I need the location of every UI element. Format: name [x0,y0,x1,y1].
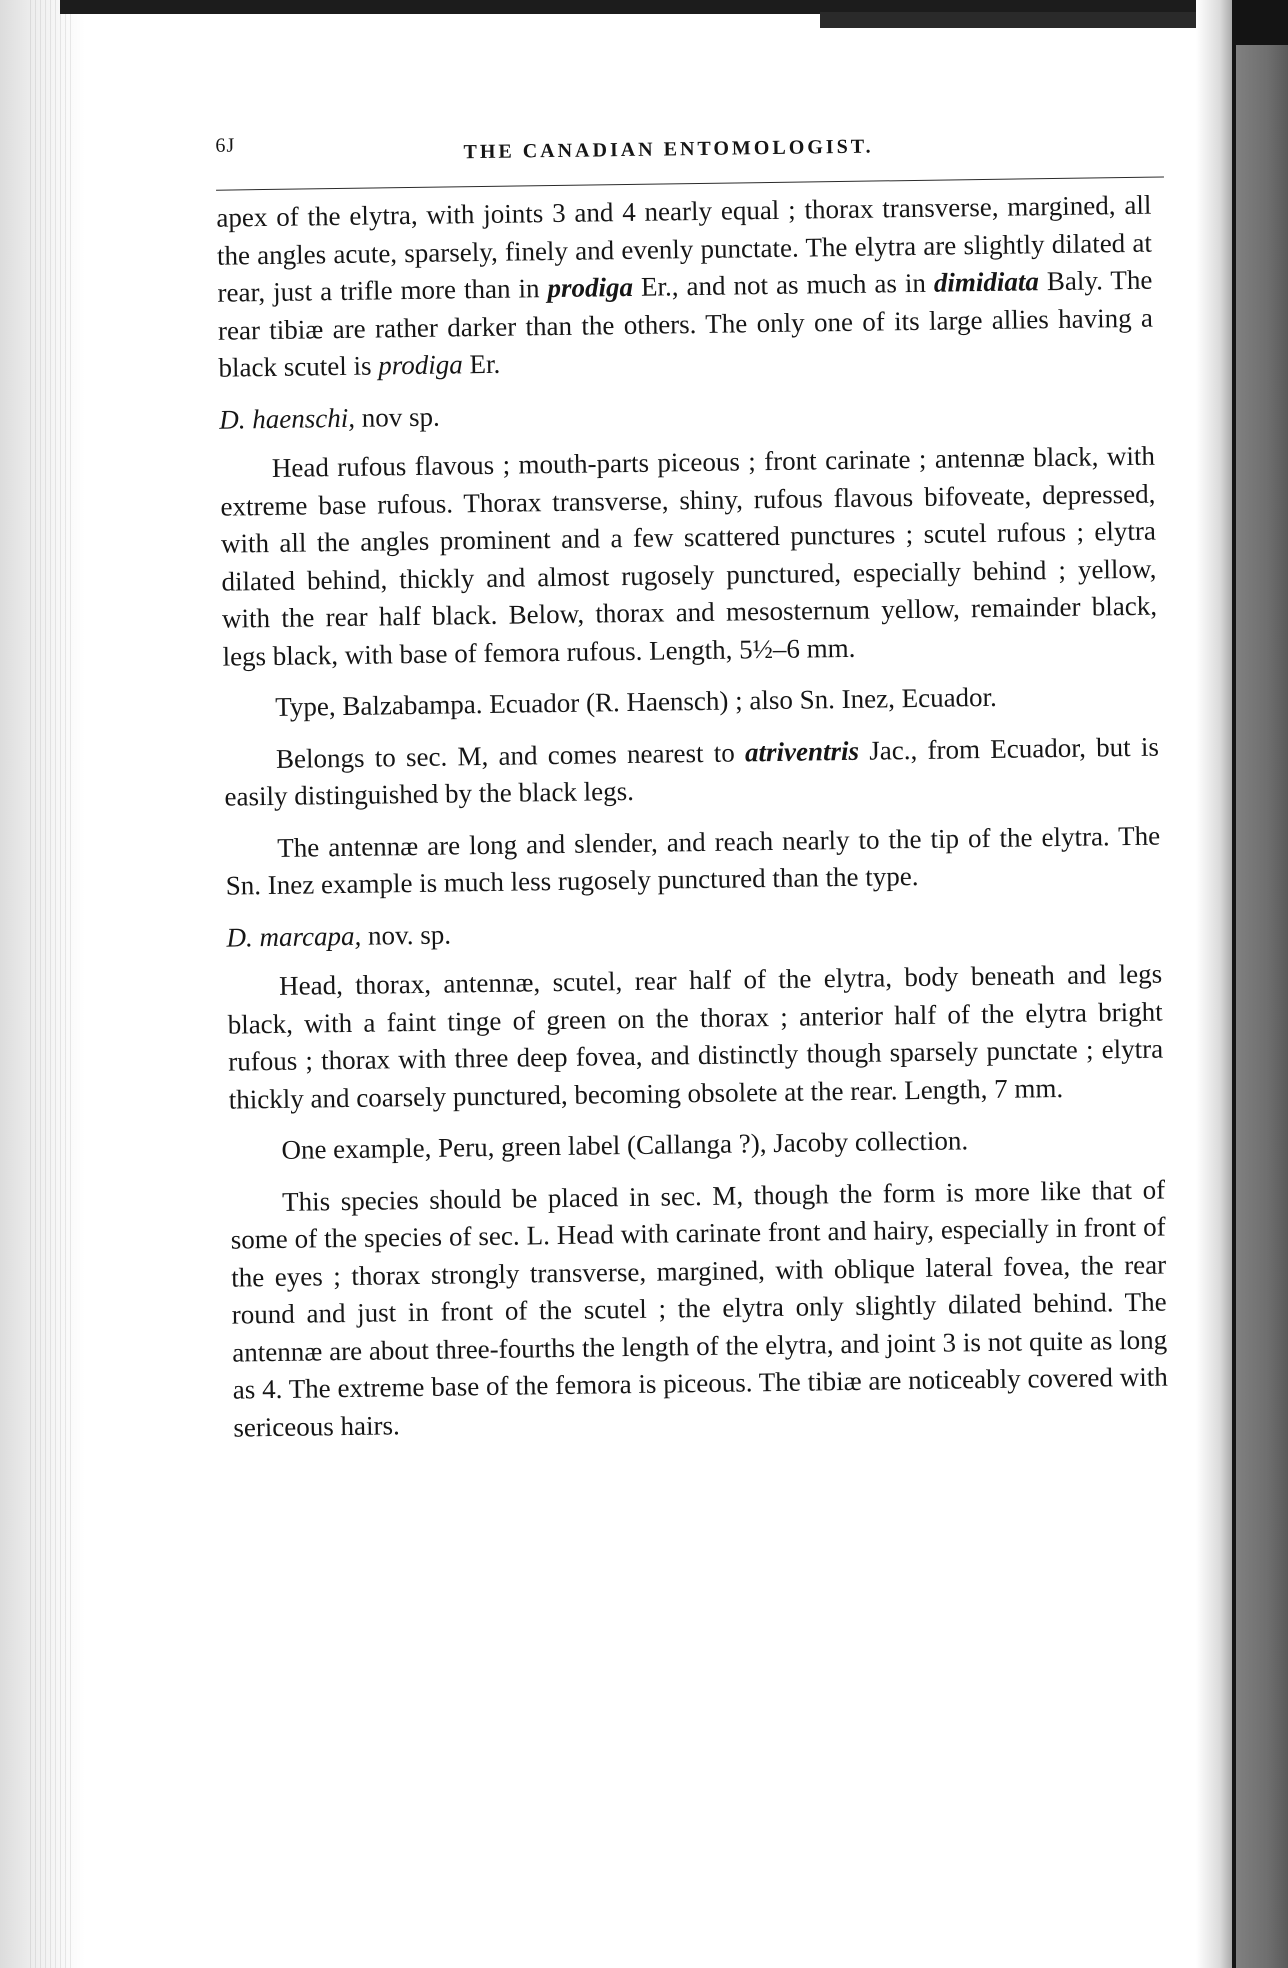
text-run: Head rufous flavous ; mouth-parts piceous ; front carinate ; antennæ black, with extreme base rufous. Thorax transverse, shiny, rufous flavous bifoveate, depressed, with all the angles prominent and a few scattered punctures ; scutel rufous ; elytra dilated behind, thickly and almost rugosely punctured, especially behind ; yellow, with the rear half black. Below, thorax and mesosternum yellow, remainder black, legs black, with base of femora rufous. Length, 5½–6 mm. [220,440,1158,672]
text-run: The antennæ are long and slender, and reach nearly to the tip of the elytra. The Sn. Inez example is much less rugosely punctured than the type. [225,820,1161,901]
taxon-name: prodiga [378,349,463,381]
binding-edge-texture [30,0,75,1968]
taxon-name: D. haenschi, [219,402,356,435]
taxon-name: D. marcapa, [226,920,362,953]
paragraph [223,677,1158,728]
paragraph [225,817,1161,905]
scan-top-border-right [820,12,1240,28]
page-header [195,102,1156,185]
page-number: 6J [215,134,236,157]
text-run: nov. sp. [361,919,452,951]
text-run: Jac., from Ecuador, but is easily distinguished by the black legs. [224,731,1160,812]
book-page [195,102,1177,1675]
paragraph [227,956,1164,1119]
adjacent-page-edge [1236,45,1288,1968]
taxon-name: atriventris [744,735,860,767]
text-run: Er. [462,348,501,380]
body-text [216,187,1169,1461]
text-run: One example, Peru, green label (Callanga ?), Jacoby collection. [281,1125,969,1165]
text-run: Head, thorax, antennæ, scutel, rear half of the elytra, body beneath and legs black, with a faint tinge of green on the thorax ; anterior half of the elytra bright rufous ; thorax with three deep fovea, and distinctly though sparsely punctate ; elytra thickly and coarsely punctured, becoming obsolete at the rear. Length, 7 mm. [227,958,1164,1115]
taxon-name: dimidiata [933,266,1040,298]
text-run: nov sp. [354,401,440,433]
paragraph [230,1171,1169,1447]
species-heading [226,906,1161,957]
taxon-name: prodiga [547,271,634,304]
text-run: Baly. The rear tibiæ are rather darker than the others. The only one of its large allies having a black scutel is [217,264,1154,383]
paragraph [224,728,1160,816]
paragraph [216,187,1154,388]
text-run: Er., and not as much as in [632,267,935,302]
paragraph [229,1120,1164,1171]
text-run: This species should be placed in sec. M, though the form is more like that of some of the species of sec. L. Head with carinate front and hairy, especially in front of the eyes ; thorax strongly transverse, margined, with oblique lateral fovea, the rear round and just in front of the scutel ; the elytra only slightly dilated behind. The antennæ are about three-fourths the length of the elytra, and joint 3 is not quite as long as 4. The extreme base of the femora is piceous. The tibiæ are noticeably covered with sericeous hairs. [230,1174,1168,1443]
species-heading [219,388,1154,439]
text-run: Type, Balzabampa. Ecuador (R. Haensch) ; also Sn. Inez, Ecuador. [275,681,998,722]
text-run: Belongs to sec. M, and comes nearest to [275,736,746,774]
text-run: apex of the elytra, with joints 3 and 4 nearly equal ; thorax transverse, margined, all the angles acute, sparsely, finely and evenly punctate. The elytra are slightly dilated at rear, just a trifle more than in [216,189,1153,308]
page-edge-shadow [1196,0,1236,1968]
running-title: THE CANADIAN ENTOMOLOGIST. [463,135,874,164]
paragraph [220,438,1158,676]
